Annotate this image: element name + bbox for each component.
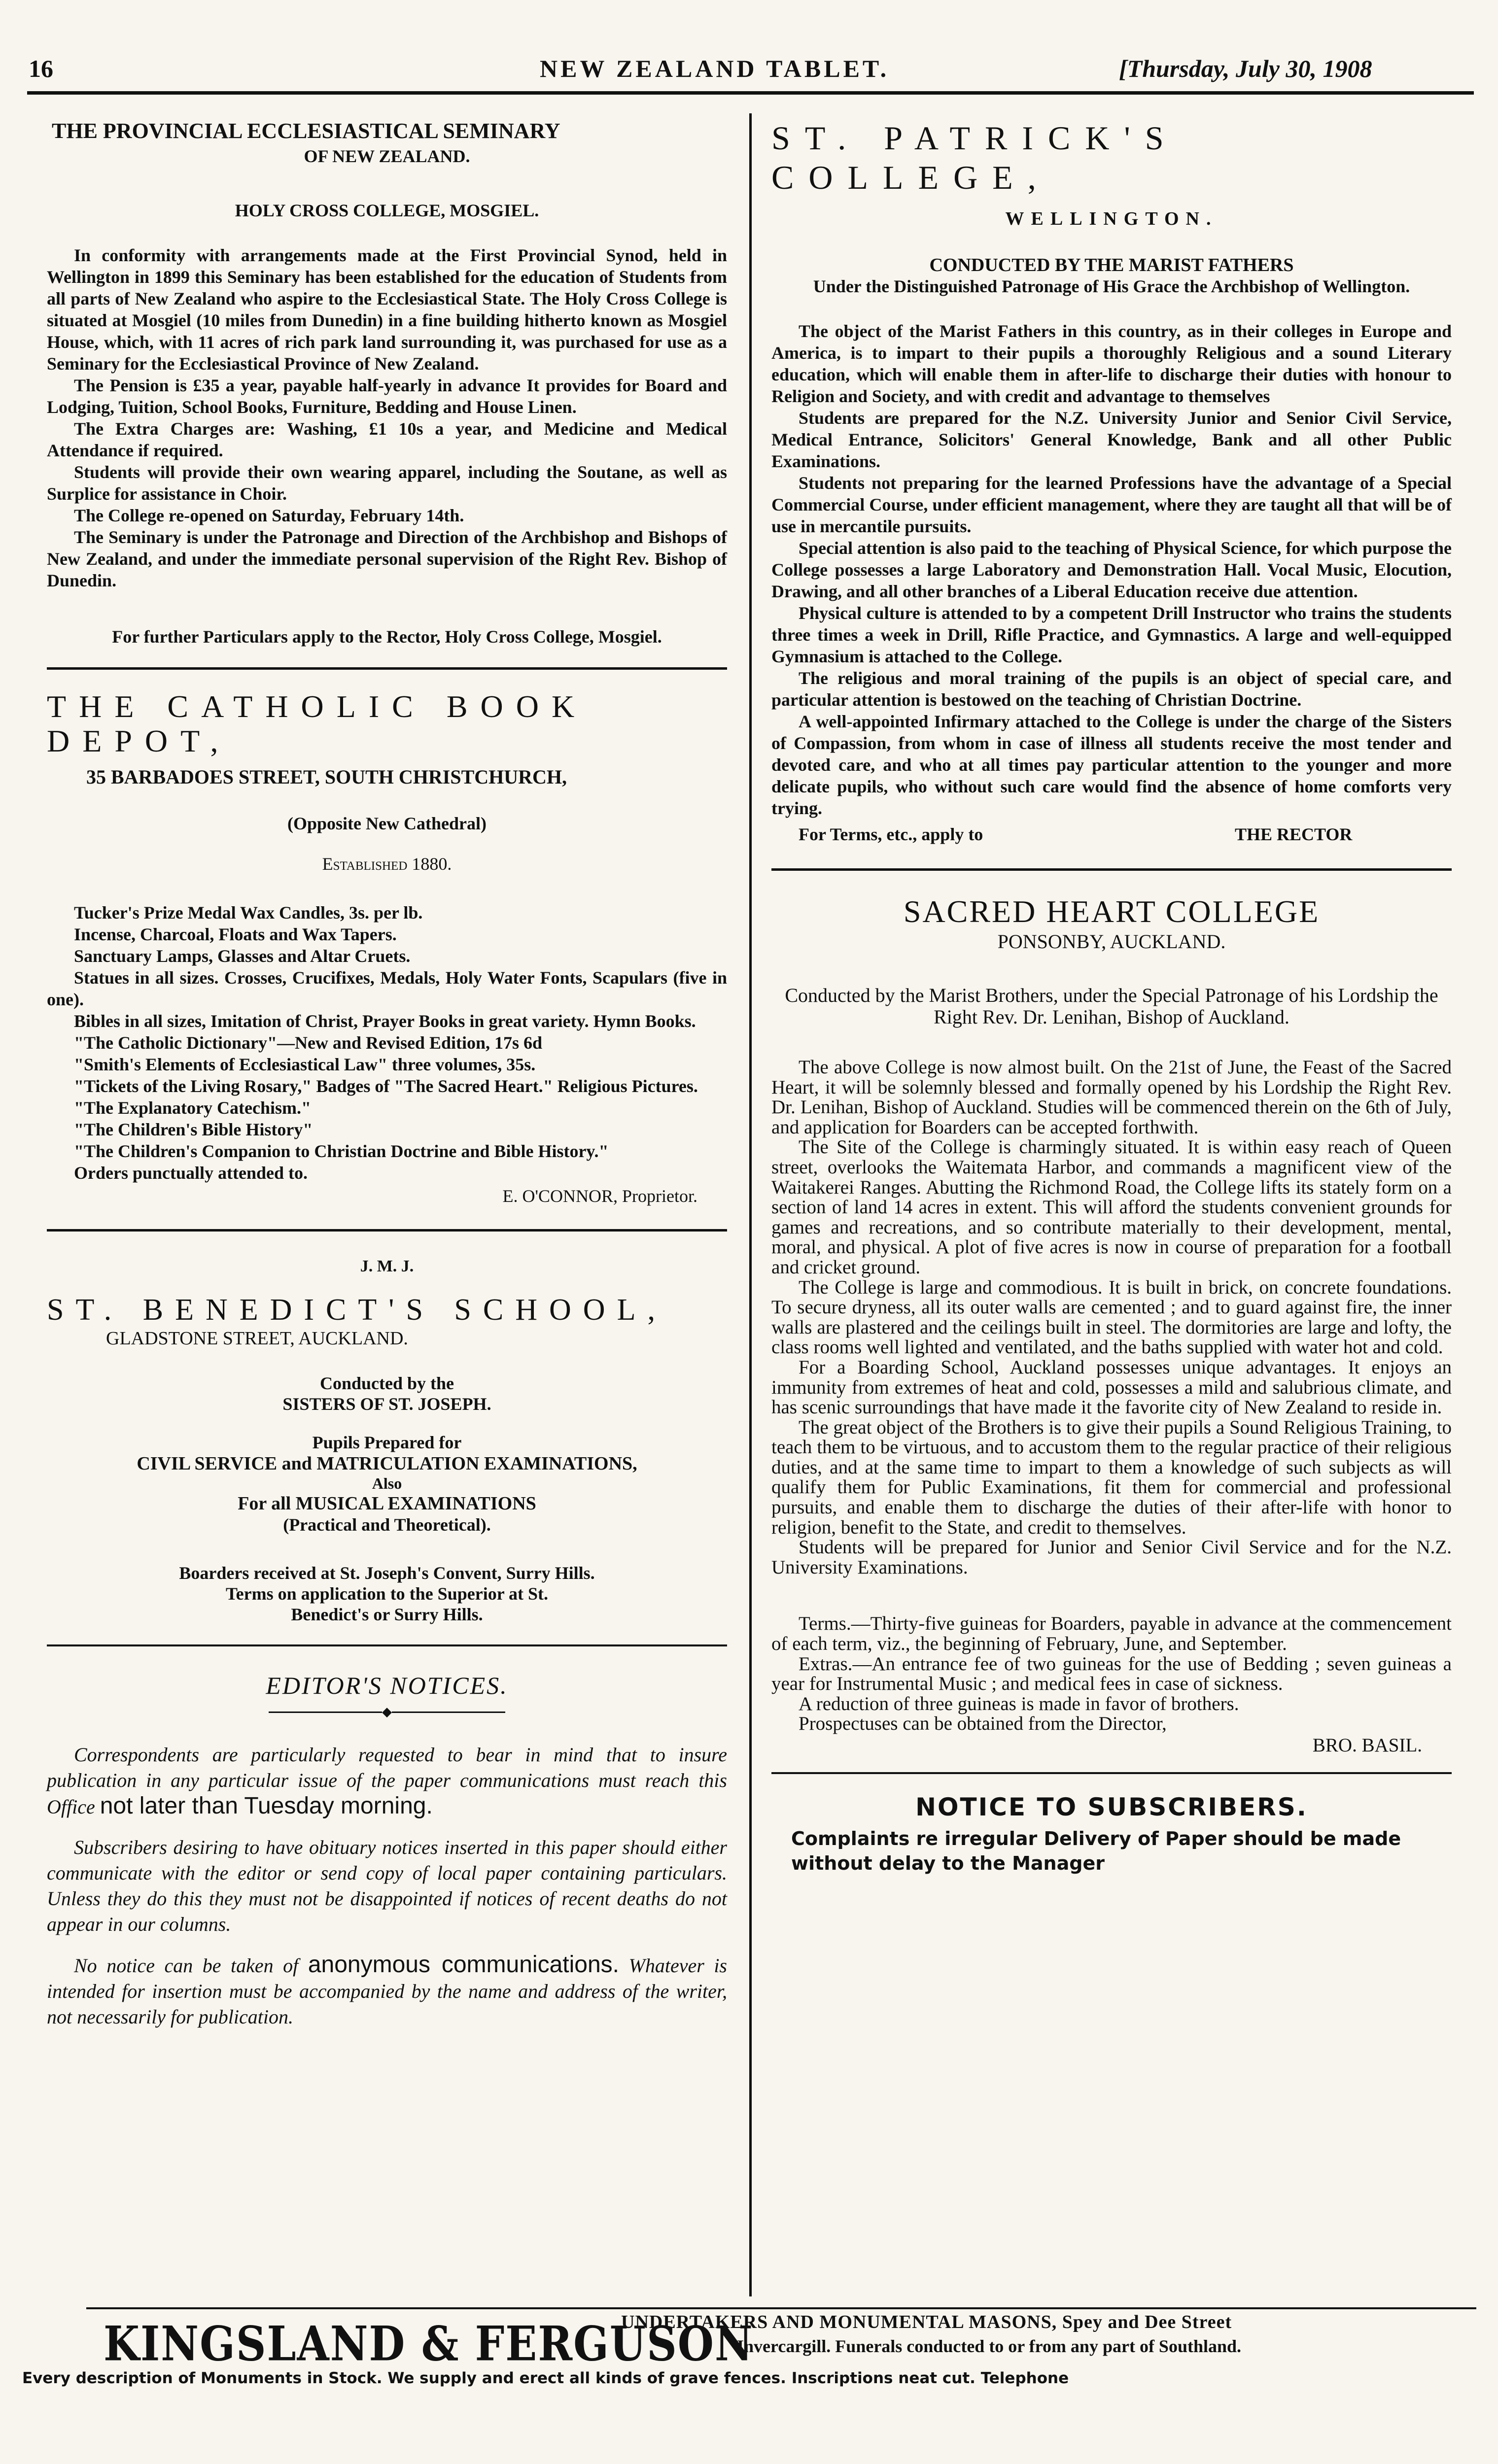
patricks-para: A well-appointed Infirmary attached to the College is under the charge of the Sisters of Compassion, from whom in case of illness all students receive the most tender and devoted care, and who at all times pay particular attention to the younger and more delicate pupils, who without such care would find the absence of home comforts very trying. [771, 712, 1452, 818]
page-number: 16 [29, 55, 53, 82]
book-depot-address: 35 BARBADOES STREET, SOUTH CHRISTCHURCH, [86, 766, 567, 788]
editor-para [47, 1952, 727, 2030]
sacred-heart-title: SACRED HEART COLLEGE [903, 894, 1320, 929]
patricks-para: Students are prepared for the N.Z. University Junior and Senior Civil Service, Medical Entrance, Solicitors' General Knowledge, Bank and all other Public Examinations. [771, 408, 1452, 471]
book-depot-item: "The Explanatory Catechism." [74, 1098, 311, 1118]
sacred-heart-terms: Terms.—Thirty-five guineas for Boarders, payable in advance at the commencement of each term, viz., the beginning of February, June, and September. [771, 1613, 1452, 1655]
editor-title: EDITOR'S NOTICES. [266, 1672, 508, 1699]
patricks-para: The object of the Marist Fathers in this country, as in their colleges in Europe and America, is to impart to their pupils a thoroughly Religious and a sound Literary education, which will enable them in after-life to discharge their duties with honour to Religion and Society, and with credit and advantage to themselves [771, 321, 1452, 406]
patricks-para: Physical culture is attended to by a competent Drill Instructor who trains the students three times a week in Drill, Rifle Practice, and Gymnastics. A large and well-equipped Gymnasium is attached to the College. [771, 603, 1452, 666]
book-depot-item: Bibles in all sizes, Imitation of Christ, Prayer Books in great variety. Hymn Books. [74, 1011, 696, 1031]
sacred-heart-signer: BRO. BASIL. [1312, 1735, 1422, 1756]
patricks-conducted: CONDUCTED BY THE MARIST FATHERS [929, 255, 1294, 275]
book-depot-established: Established 1880. [322, 854, 452, 874]
patricks-title: ST. PATRICK'S COLLEGE, [771, 119, 1179, 196]
editor-text: Whatever is intended for insertion must be accompanied by the name and address of the writer, not necessarily for publication. [47, 1954, 728, 2028]
column-divider [749, 113, 752, 2296]
seminary-para: Students will provide their own wearing apparel, including the Soutane, as well as Surplice for assistance in Choir. [47, 462, 727, 504]
book-depot-item: "The Children's Bible History" [74, 1120, 313, 1139]
section-rule [771, 1772, 1452, 1774]
benedicts-advert [47, 1257, 727, 1625]
benedicts-boarders: Benedict's or Surry Hills. [291, 1605, 483, 1624]
benedicts-conducted: Conducted by the [319, 1373, 454, 1393]
seminary-title: THE PROVINCIAL ECCLESIASTICAL SEMINARY [52, 119, 560, 143]
sacred-heart-location: PONSONBY, AUCKLAND. [997, 930, 1226, 953]
book-depot-item: Tucker's Prize Medal Wax Candles, 3s. per lb. [74, 903, 423, 923]
benedicts-boarders: Boarders received at St. Joseph's Convent, Surry Hills. [179, 1563, 595, 1583]
sacred-heart-para: The College is large and commodious. It is built in brick, on concrete foundations. To secure dryness, all its outer walls are cemented ; and to guard against fire, the inner walls are plastered and the ceilings built in steel. The dormitories are large and lofty, the class rooms well lighted and ventilated, and the baths supplied with water hot and cold. [771, 1276, 1452, 1358]
seminary-location: HOLY CROSS COLLEGE, MOSGIEL. [235, 201, 539, 220]
section-rule [47, 667, 727, 670]
benedicts-jmj: J. M. J. [360, 1257, 414, 1275]
ornament: ◆ [47, 1705, 727, 1719]
editor-notices [47, 1671, 727, 2030]
patricks-terms: For Terms, etc., apply to [799, 824, 983, 844]
sacred-heart-terms: Prospectuses can be obtained from the Director, [799, 1713, 1167, 1735]
sacred-heart-terms: A reduction of three guineas is made in favor of brothers. [799, 1693, 1239, 1714]
sacred-heart-para: Students will be prepared for Junior and Senior Civil Service and for the N.Z. University Examinations. [771, 1537, 1452, 1578]
sacred-heart-terms: Extras.—An entrance fee of two guineas for the use of Bedding ; seven guineas a year for Instrumental Music ; and medical fees in case of sickness. [771, 1653, 1452, 1695]
benedicts-also: Also [372, 1474, 402, 1492]
patricks-rector: THE RECTOR [1235, 824, 1353, 844]
section-rule [771, 868, 1452, 871]
issue-date: [Thursday, July 30, 1908 [1119, 55, 1372, 82]
book-depot-item: Incense, Charcoal, Floats and Wax Tapers. [74, 924, 397, 944]
kf-line2: Invercargill. Funerals conducted to or from any part of Southland. [737, 2336, 1242, 2356]
benedicts-musical: For all MUSICAL EXAMINATIONS [238, 1493, 536, 1514]
patricks-advert [771, 118, 1452, 849]
section-rule [47, 1229, 727, 1232]
editor-emphasis: not later than Tuesday morning. [100, 1793, 433, 1819]
kf-line1: UNDERTAKERS AND MONUMENTAL MASONS, Spey and Dee Street [621, 2312, 1232, 2332]
editor-text: Correspondents are particularly requested to bear in mind that to insure publication in any particular issue of the paper communications must reach this Office [47, 1744, 727, 1818]
kingsland-ferguson-advert [22, 2311, 1481, 2430]
paper-title: NEW ZEALAND TABLET. [540, 55, 890, 82]
notice-subscribers [771, 1793, 1452, 1876]
sacred-heart-conducted: Conducted by the Marist Brothers, under the Special Patronage of his Lordship the Right Rev. Dr. Lenihan, Bishop of Auckland. [785, 984, 1438, 1028]
editor-emphasis: anonymous communications. [308, 1951, 619, 1978]
benedicts-practical: (Practical and Theoretical). [283, 1515, 491, 1535]
seminary-subtitle-line: OF NEW ZEALAND. [304, 146, 470, 166]
book-depot-item: Orders punctually attended to. [74, 1163, 308, 1183]
sacred-heart-para: The Site of the College is charmingly situated. It is within easy reach of Queen street, overlooks the Waitemata Harbor, and commands a magnificent view of the Waitakerei Ranges. Abutting the Richmond Road, the College lifts its stately form on a section of land 14 acres in extent. This will afford the students convenient grounds for games and recreations, and so contribute materially to their development, mental, moral, and physical. A plot of five acres is now in course of preparation for a football and cricket ground. [771, 1136, 1452, 1278]
book-depot-opposite: (Opposite New Cathedral) [287, 814, 487, 833]
notice-title: NOTICE TO SUBSCRIBERS. [915, 1793, 1308, 1821]
patricks-para: Students not preparing for the learned Professions have the advantage of a Special Commercial Course, under efficient management, where they are taught all that will be of use in mercantile pursuits. [771, 473, 1452, 536]
seminary-advert [47, 118, 727, 648]
book-depot-item: "Smith's Elements of Ecclesiastical Law" three volumes, 35s. [74, 1055, 536, 1074]
seminary-para: The Extra Charges are: Washing, £1 10s a year, and Medicine and Medical Attendance if required. [47, 419, 727, 460]
book-depot-item: "The Children's Companion to Christian Doctrine and Bible History." [74, 1141, 609, 1161]
seminary-para: The Seminary is under the Patronage and Direction of the Archbishop and Bishops of New Zealand, and under the immediate personal supervision of the Right Rev. Bishop of Dunedin. [47, 527, 727, 590]
editor-para [47, 1742, 727, 1820]
seminary-footer: For further Particulars apply to the Rector, Holy Cross College, Mosgiel. [112, 627, 662, 647]
sacred-heart-para: For a Boarding School, Auckland possesses unique advantages. It enjoys an immunity from extremes of heat and cold, possesses a mild and salubrious climate, and has scenic surroundings that have made it the favorite city of New Zealand to reside in. [771, 1356, 1452, 1418]
right-column [771, 118, 1452, 1876]
benedicts-sisters: SISTERS OF ST. JOSEPH. [282, 1394, 491, 1414]
editor-text: No notice can be taken of [74, 1954, 299, 1977]
patricks-para: Special attention is also paid to the teaching of Physical Science, for which purpose the College possesses a large Laboratory and Demonstration Hall. Vocal Music, Elocution, Drawing, and all other branches of a Liberal Education receive due attention. [771, 538, 1452, 601]
benedicts-address: GLADSTONE STREET, AUCKLAND. [106, 1328, 408, 1349]
book-depot-advert [47, 689, 727, 1206]
patricks-city: WELLINGTON. [1005, 208, 1218, 229]
benedicts-pupils: Pupils Prepared for [312, 1433, 462, 1452]
book-depot-item: Sanctuary Lamps, Glasses and Altar Cruets. [74, 946, 411, 966]
editor-para: Subscribers desiring to have obituary notices inserted in this paper should either communicate with the editor or send copy of local paper containing particulars. Unless they do this they must not be disappointed if notices of recent deaths do not appear in our columns. [47, 1836, 727, 1935]
book-depot-item: "The Catholic Dictionary"—New and Revised Edition, 17s 6d [74, 1033, 543, 1053]
sacred-heart-para: The above College is now almost built. On the 21st of June, the Feast of the Sacred Heart, it will be solemnly blessed and formally opened by his Lordship the Right Rev. Dr. Lenihan, Bishop of Auckland. Studies will be commenced therein on the 6th of July, and application for Boarders can be accepted forthwith. [771, 1057, 1452, 1138]
benedicts-boarders: Terms on application to the Superior at St. [225, 1584, 549, 1604]
section-rule [47, 1644, 727, 1646]
seminary-para: In conformity with arrangements made at the First Provincial Synod, held in Wellington in 1899 this Seminary has been established for the education of Students from all parts of New Zealand who aspire to the Ecclesiastical State. The Holy Cross College is situated at Mosgiel (10 miles from Dunedin) in a fine building hitherto known as Mosgiel House, which, with 11 acres of rich park land surrounding it, was purchased for use as a Seminary for the Ecclesiastical Province of New Zealand. [47, 245, 727, 374]
benedicts-title: ST. BENEDICT'S SCHOOL, [47, 1293, 667, 1327]
benedicts-civil: CIVIL SERVICE and MATRICULATION EXAMINATIONS, [137, 1453, 637, 1474]
patricks-patronage: Under the Distinguished Patronage of His Grace the Archbishop of Wellington. [813, 276, 1410, 296]
sacred-heart-para: The great object of the Brothers is to give their pupils a Sound Religious Training, to teach them to be virtuous, and to accustom them to the regular practice of their religious duties, and at the same time to impart to them a knowledge of such subjects as will qualify them for Public Examinations, fit them for commercial and professional pursuits, and enable them to discharge the duties of their after-life with honor to religion, benefit to the State, and credit to themselves. [771, 1416, 1452, 1538]
notice-text: Complaints re irregular Delivery of Paper should be made without delay to the Manager [791, 1828, 1401, 1874]
book-depot-title: THE CATHOLIC BOOK DEPOT, [47, 689, 588, 758]
book-depot-item: Statues in all sizes. Crosses, Crucifixes, Medals, Holy Water Fonts, Scapulars (five in one). [47, 968, 727, 1009]
patricks-para: The religious and moral training of the pupils is an object of special care, and particular attention is bestowed on the teaching of Christian Doctrine. [771, 668, 1452, 710]
footer-rule [86, 2307, 1476, 2309]
sacred-heart-advert [771, 893, 1452, 1756]
kf-name: KINGSLAND & FERGUSON [104, 2315, 754, 2372]
seminary-para: The Pension is £35 a year, payable half-yearly in advance It provides for Board and Lodging, Tuition, School Books, Furniture, Bedding and House Linen. [47, 376, 727, 417]
kf-line3: Every description of Monuments in Stock. We supply and erect all kinds of grave fences. Inscriptions neat cut. Telephone [22, 2369, 1069, 2387]
book-depot-proprietor: E. O'CONNOR, Proprietor. [502, 1186, 697, 1206]
seminary-para: The College re-opened on Saturday, February 14th. [74, 506, 464, 525]
left-column [47, 118, 727, 2030]
book-depot-item: "Tickets of the Living Rosary," Badges of "The Sacred Heart." Religious Pictures. [74, 1076, 698, 1096]
header-rule [27, 91, 1474, 95]
